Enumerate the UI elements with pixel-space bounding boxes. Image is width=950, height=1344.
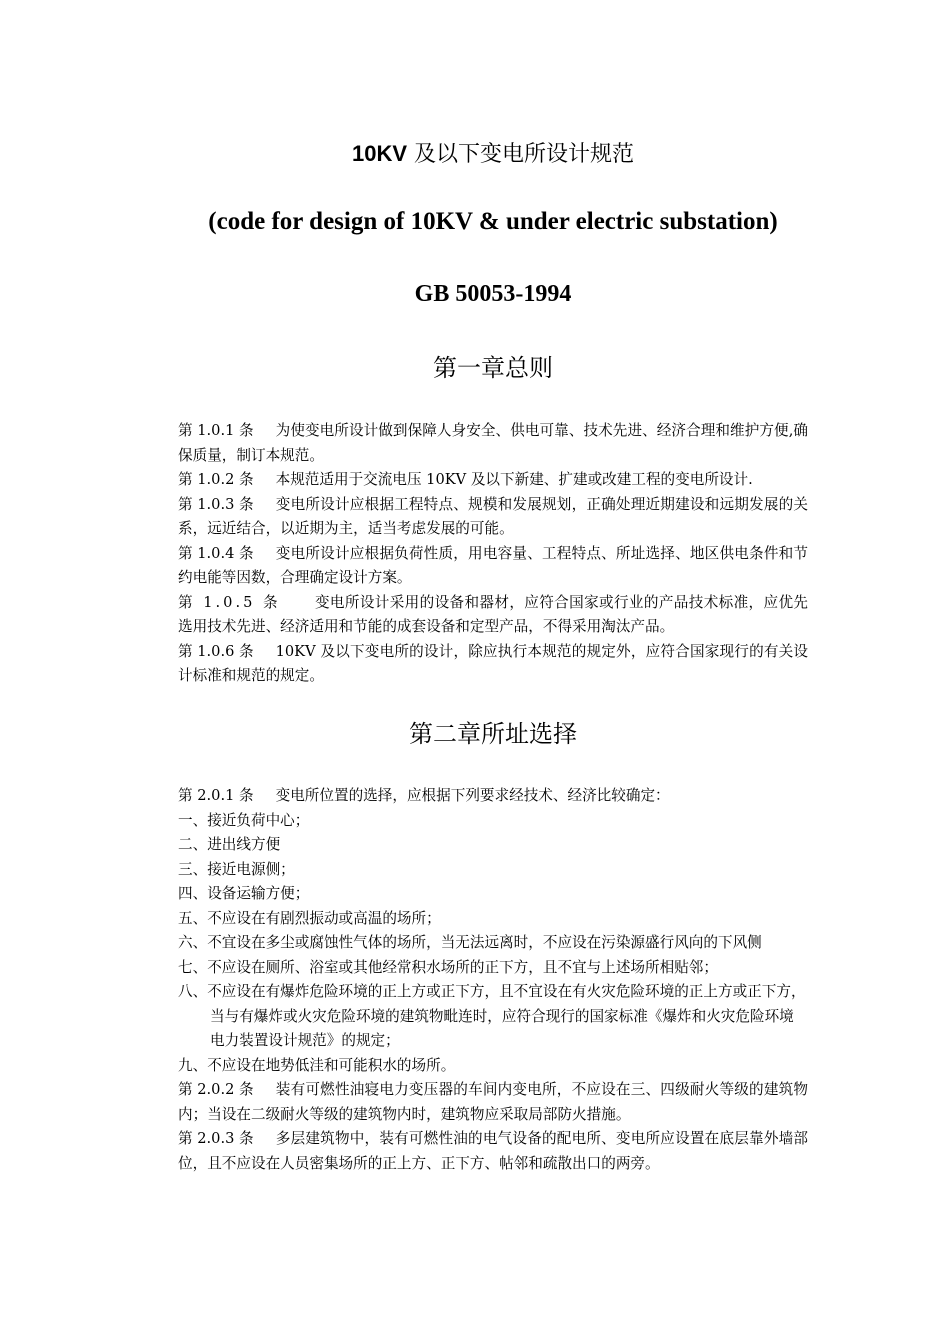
article-number: 第 1.0.3 条 <box>178 495 254 513</box>
article-text: 为使变电所设计做到保障人身安全、供电可靠、技术先进、经济合理和维护方便,确保质量，制订本规范。 <box>178 422 808 464</box>
list-item: 九、不应设在地势低洼和可能积水的场所。 <box>178 1056 456 1074</box>
article-number: 第 1.0.5 条 <box>178 593 281 611</box>
article-number: 第 1.0.2 条 <box>178 471 254 488</box>
article-number: 第 2.0.1 条 <box>178 787 254 804</box>
article-2-0-3 <box>178 1127 808 1176</box>
article-text: 变电所设计采用的设备和器材，应符合国家或行业的产品技术标准，应优先选用技术先进、经济适用和节能的成套设备和定型产品，不得采用淘汰产品。 <box>178 593 808 635</box>
chapter-1-body <box>178 419 808 689</box>
article-1-0-2 <box>178 468 808 493</box>
chapter-2-heading: 第二章所址选择 <box>409 720 577 748</box>
chapter-2-body <box>178 784 808 1176</box>
list-item: 二、进出线方便 <box>178 836 281 853</box>
article-number: 第 1.0.4 条 <box>178 544 254 562</box>
list-item: 一、接近负荷中心； <box>178 811 310 829</box>
article-1-0-1 <box>178 419 808 468</box>
doc-title-english: (code for design of 10KV & under electric substation) <box>208 208 778 235</box>
doc-standard-code: GB 50053-1994 <box>414 281 572 307</box>
article-number: 第 2.0.2 条 <box>178 1081 254 1098</box>
list-item: 五、不应设在有剧烈振动或高温的场所； <box>178 909 441 927</box>
list-item: 八、不应设在有爆炸危险环境的正上方或正下方，且不宜设在有火灾危险环境的正上方或正下方，当与有爆炸或火灾危险环境的建筑物毗连时，应符合现行的国家标准《爆炸和火灾危险环境电力装置设计规范》的规定； <box>178 983 806 1049</box>
article-text: 10KV 及以下变电所的设计，除应执行本规范的规定外，应符合国家现行的有关设计标准和规范的规定。 <box>178 642 808 684</box>
article-2-0-2 <box>178 1078 808 1127</box>
list-item: 四、设备运输方便； <box>178 885 310 902</box>
article-text: 变电所位置的选择，应根据下列要求经技术、经济比较确定： <box>275 787 670 804</box>
article-text: 装有可燃性油寝电力变压器的车间内变电所，不应设在三、四级耐火等级的建筑物内；当设在二级耐火等级的建筑物内时，建筑物应采取局部防火措施。 <box>178 1081 808 1123</box>
doc-title-bold: 10KV <box>351 141 408 166</box>
article-text: 本规范适用于交流电压 10KV 及以下新建、扩建或改建工程的变电所设计. <box>275 471 753 488</box>
article-text: 变电所设计应根据负荷性质，用电容量、工程特点、所址选择、地区供电条件和节约电能等因数，合理确定设计方案。 <box>178 544 808 586</box>
article-number: 第 1.0.1 条 <box>178 422 254 439</box>
article-2-0-1 <box>178 784 808 809</box>
article-text: 多层建筑物中，装有可燃性油的电气设备的配电所、变电所应设置在底层靠外墙部位，且不应设在人员密集场所的正上方、正下方、帖邻和疏散出口的两旁。 <box>178 1130 808 1172</box>
list-item: 六、不宜设在多尘或腐蚀性气体的场所，当无法远离时，不应设在污染源盛行风向的下风侧 <box>178 934 762 951</box>
doc-title-rest: 及以下变电所设计规范 <box>407 142 635 167</box>
article-text: 变电所设计应根据工程特点、规模和发展规划，正确处理近期建设和远期发展的关系，远近结合，以近期为主，适当考虑发展的可能。 <box>178 495 808 537</box>
article-1-0-5 <box>178 591 808 640</box>
article-1-0-6 <box>178 640 808 689</box>
article-number: 第 2.0.3 条 <box>178 1130 254 1147</box>
article-number: 第 1.0.6 条 <box>178 642 254 660</box>
article-1-0-4 <box>178 542 808 591</box>
list-item: 三、接近电源侧； <box>178 860 295 878</box>
list-item: 七、不应设在厕所、浴室或其他经常积水场所的正下方，且不宜与上述场所相贴邻； <box>178 958 718 976</box>
doc-title <box>178 137 808 168</box>
chapter-1-heading: 第一章总则 <box>433 354 553 382</box>
article-1-0-3 <box>178 493 808 542</box>
